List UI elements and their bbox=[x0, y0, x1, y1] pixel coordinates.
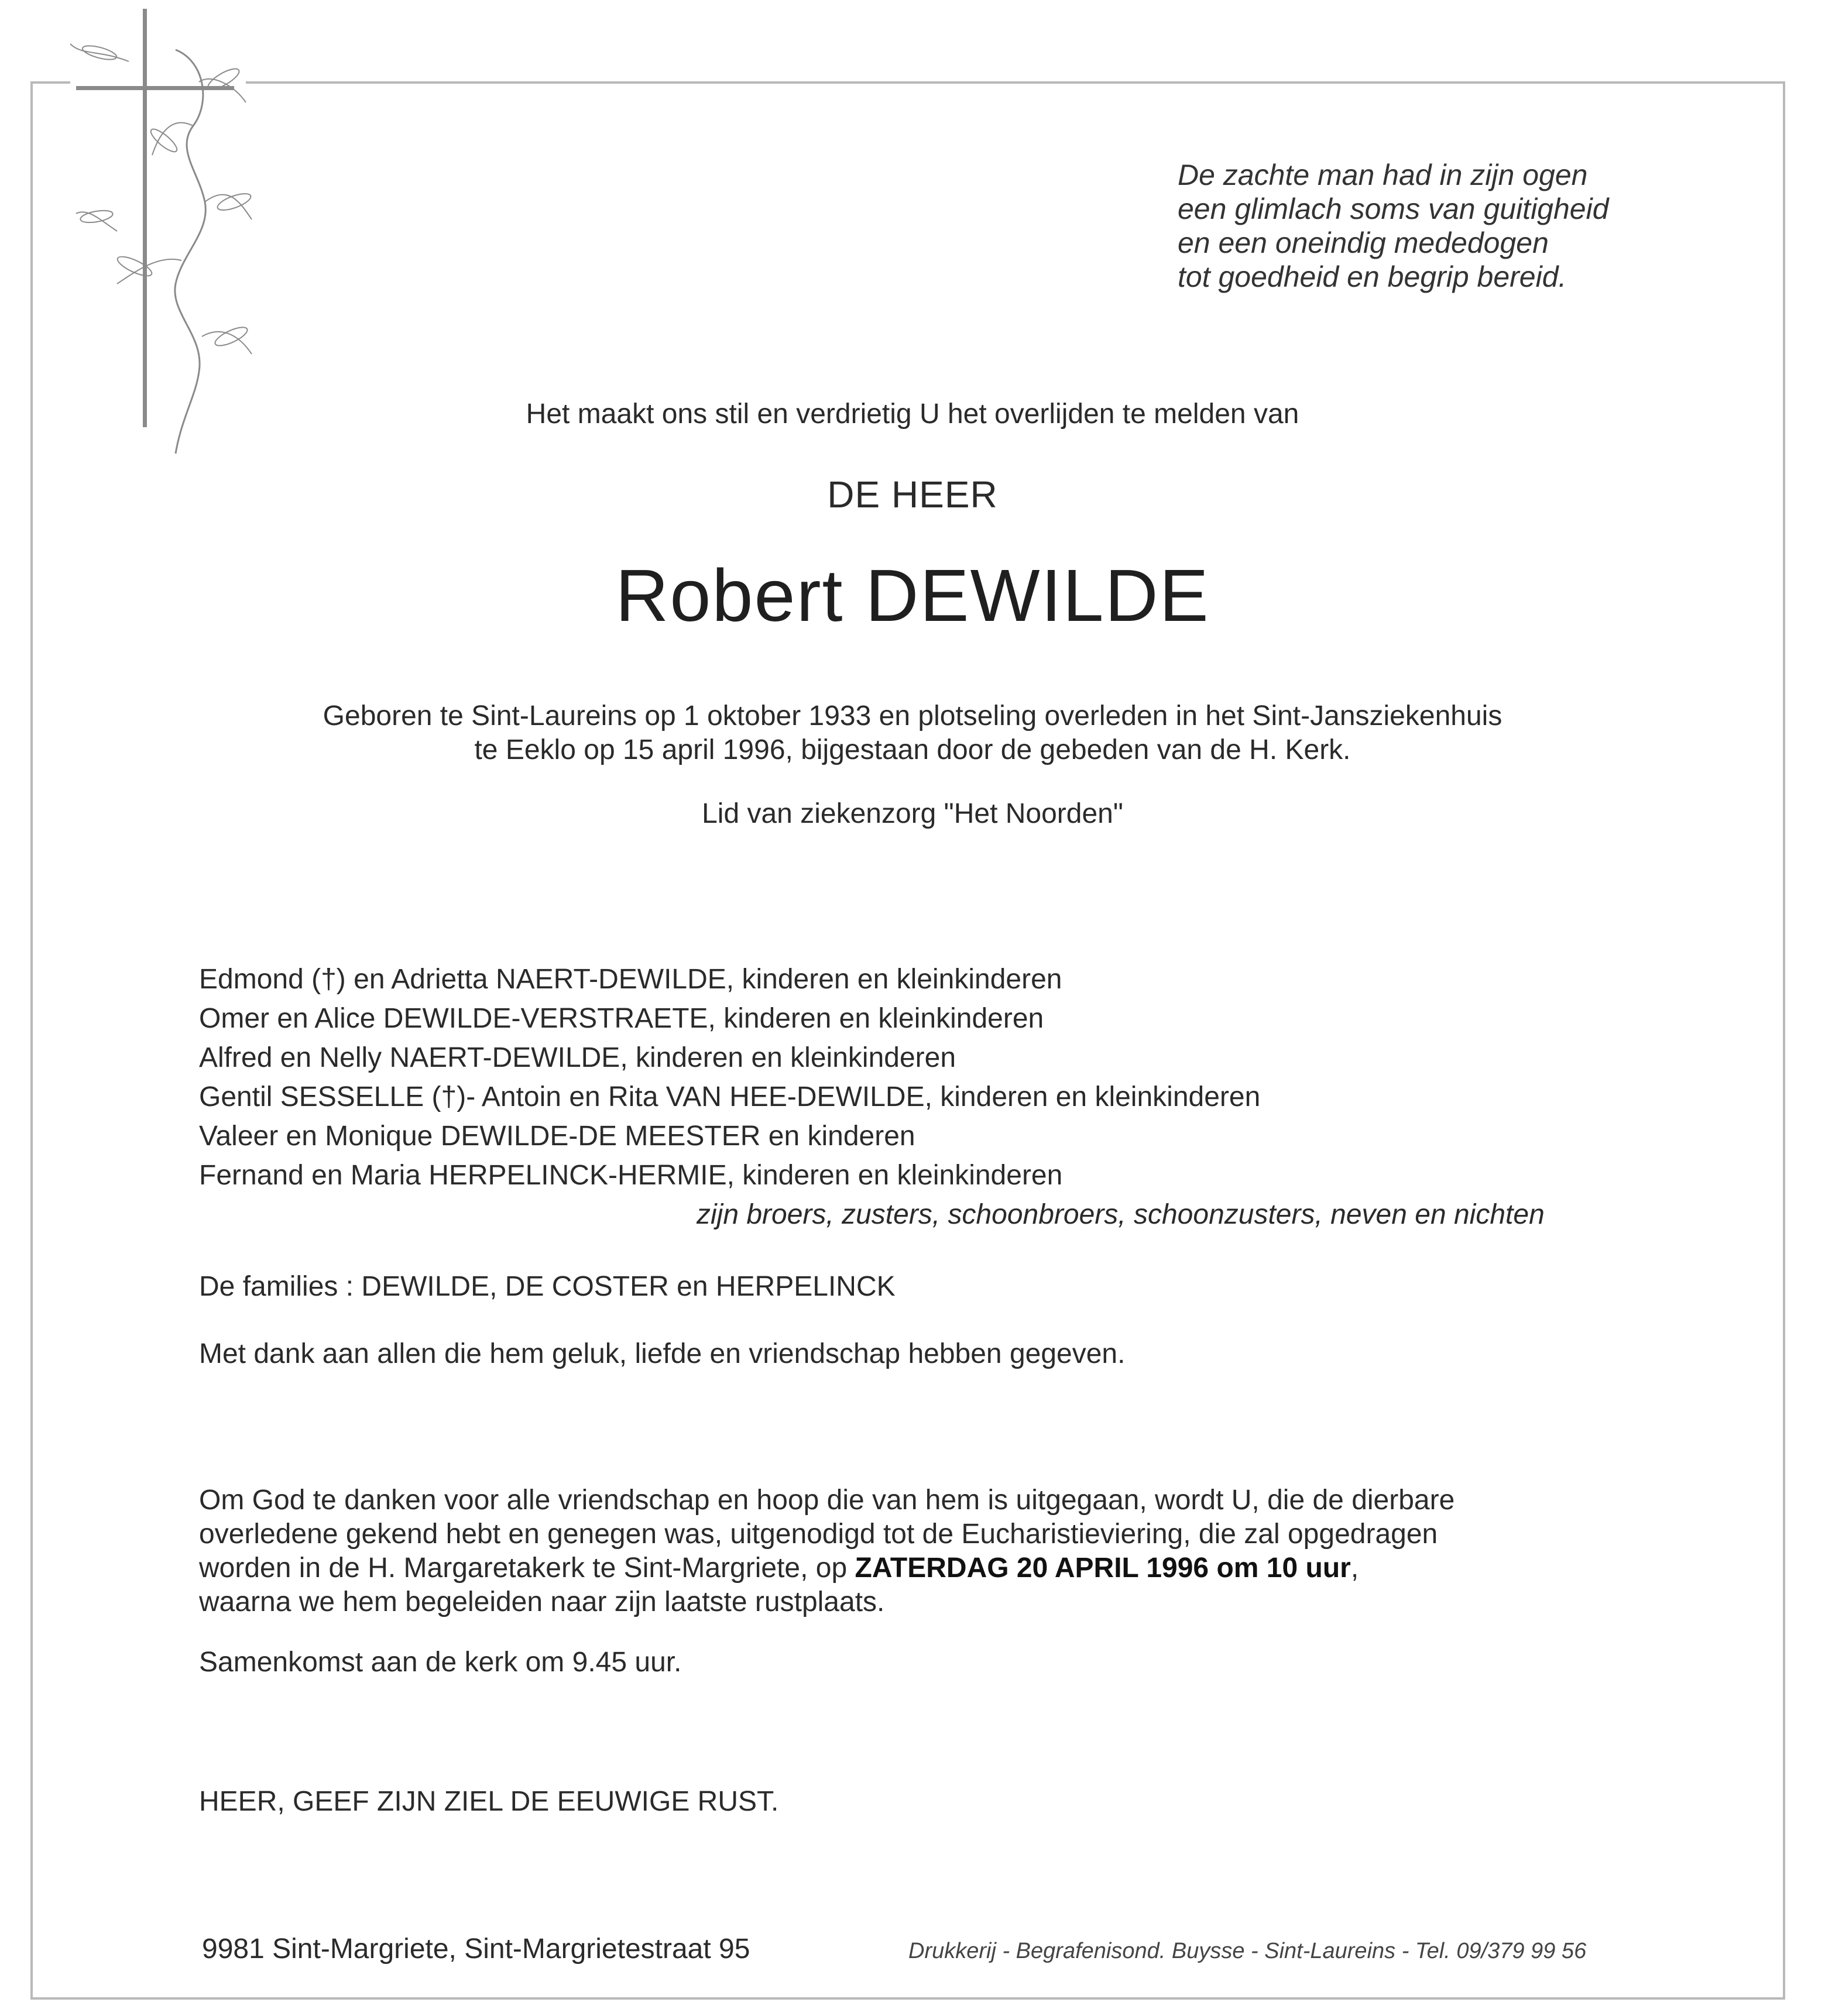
poem bbox=[1178, 158, 1609, 294]
family-list bbox=[199, 960, 1545, 1234]
mass-line bbox=[199, 1551, 1454, 1585]
family-line: Valeer en Monique DEWILDE-DE MEESTER en kinderen bbox=[199, 1121, 915, 1152]
mass-line: waarna we hem begeleiden naar zijn laatste rustplaats. bbox=[199, 1586, 885, 1617]
birth-death-details bbox=[0, 699, 1825, 767]
family-line: Fernand en Maria HERPELINCK-HERMIE, kinderen en kleinkinderen bbox=[199, 1160, 1063, 1191]
deceased-name: Robert DEWILDE bbox=[615, 554, 1210, 637]
family-relation: zijn broers, zusters, schoonbroers, schoonzusters, neven en nichten bbox=[697, 1199, 1545, 1230]
honorific-title: DE HEER bbox=[827, 473, 998, 516]
mass-date: ZATERDAG 20 APRIL 1996 om 10 uur bbox=[855, 1553, 1351, 1584]
families-line: De families : DEWILDE, DE COSTER en HERPELINCK bbox=[199, 1271, 896, 1302]
thanks-line: Met dank aan allen die hem geluk, liefde en vriendschap hebben gegeven. bbox=[199, 1338, 1126, 1369]
family-line: Omer en Alice DEWILDE-VERSTRAETE, kinderen en kleinkinderen bbox=[199, 1003, 1044, 1034]
mass-line: overledene gekend hebt en genegen was, uitgenodigd tot de Eucharistieviering, die zal opgedragen bbox=[199, 1519, 1438, 1550]
poem-line: De zachte man had in zijn ogen bbox=[1178, 159, 1588, 191]
family-address: 9981 Sint-Margriete, Sint-Margrietestraat 95 bbox=[202, 1933, 750, 1965]
family-line: Gentil SESSELLE (†)- Antoin en Rita VAN HEE-DEWILDE, kinderen en kleinkinderen bbox=[199, 1081, 1261, 1112]
announcement-intro: Het maakt ons stil en verdrietig U het overlijden te melden van bbox=[526, 399, 1299, 430]
mass-punct: , bbox=[1350, 1553, 1359, 1584]
poem-line: en een oneindig mededogen bbox=[1178, 226, 1549, 259]
poem-line: een glimlach soms van guitigheid bbox=[1178, 193, 1609, 225]
family-line: Edmond (†) en Adrietta NAERT-DEWILDE, kinderen en kleinkinderen bbox=[199, 964, 1062, 995]
membership: Lid van ziekenzorg "Het Noorden" bbox=[702, 798, 1123, 829]
meeting-time: Samenkomst aan de kerk om 9.45 uur. bbox=[199, 1647, 682, 1678]
printer-info: Drukkerij - Begrafenisond. Buysse - Sint-Laureins - Tel. 09/379 99 56 bbox=[908, 1939, 1587, 1963]
family-line: Alfred en Nelly NAERT-DEWILDE, kinderen en kleinkinderen bbox=[199, 1042, 956, 1073]
birth-line: Geboren te Sint-Laureins op 1 oktober 1933 en plotseling overleden in het Sint-Jansziekenhuis bbox=[323, 700, 1502, 731]
mass-line: Om God te danken voor alle vriendschap en hoop die van hem is uitgegaan, wordt U, die de dierbare bbox=[199, 1485, 1455, 1516]
closing-prayer: HEER, GEEF ZIJN ZIEL DE EEUWIGE RUST. bbox=[199, 1786, 779, 1817]
poem-line: tot goedheid en begrip bereid. bbox=[1178, 260, 1567, 293]
mass-invitation bbox=[199, 1483, 1454, 1619]
death-line: te Eeklo op 15 april 1996, bijgestaan door de gebeden van de H. Kerk. bbox=[474, 734, 1351, 765]
mass-location: worden in de H. Margaretakerk te Sint-Margriete, op bbox=[199, 1553, 855, 1584]
